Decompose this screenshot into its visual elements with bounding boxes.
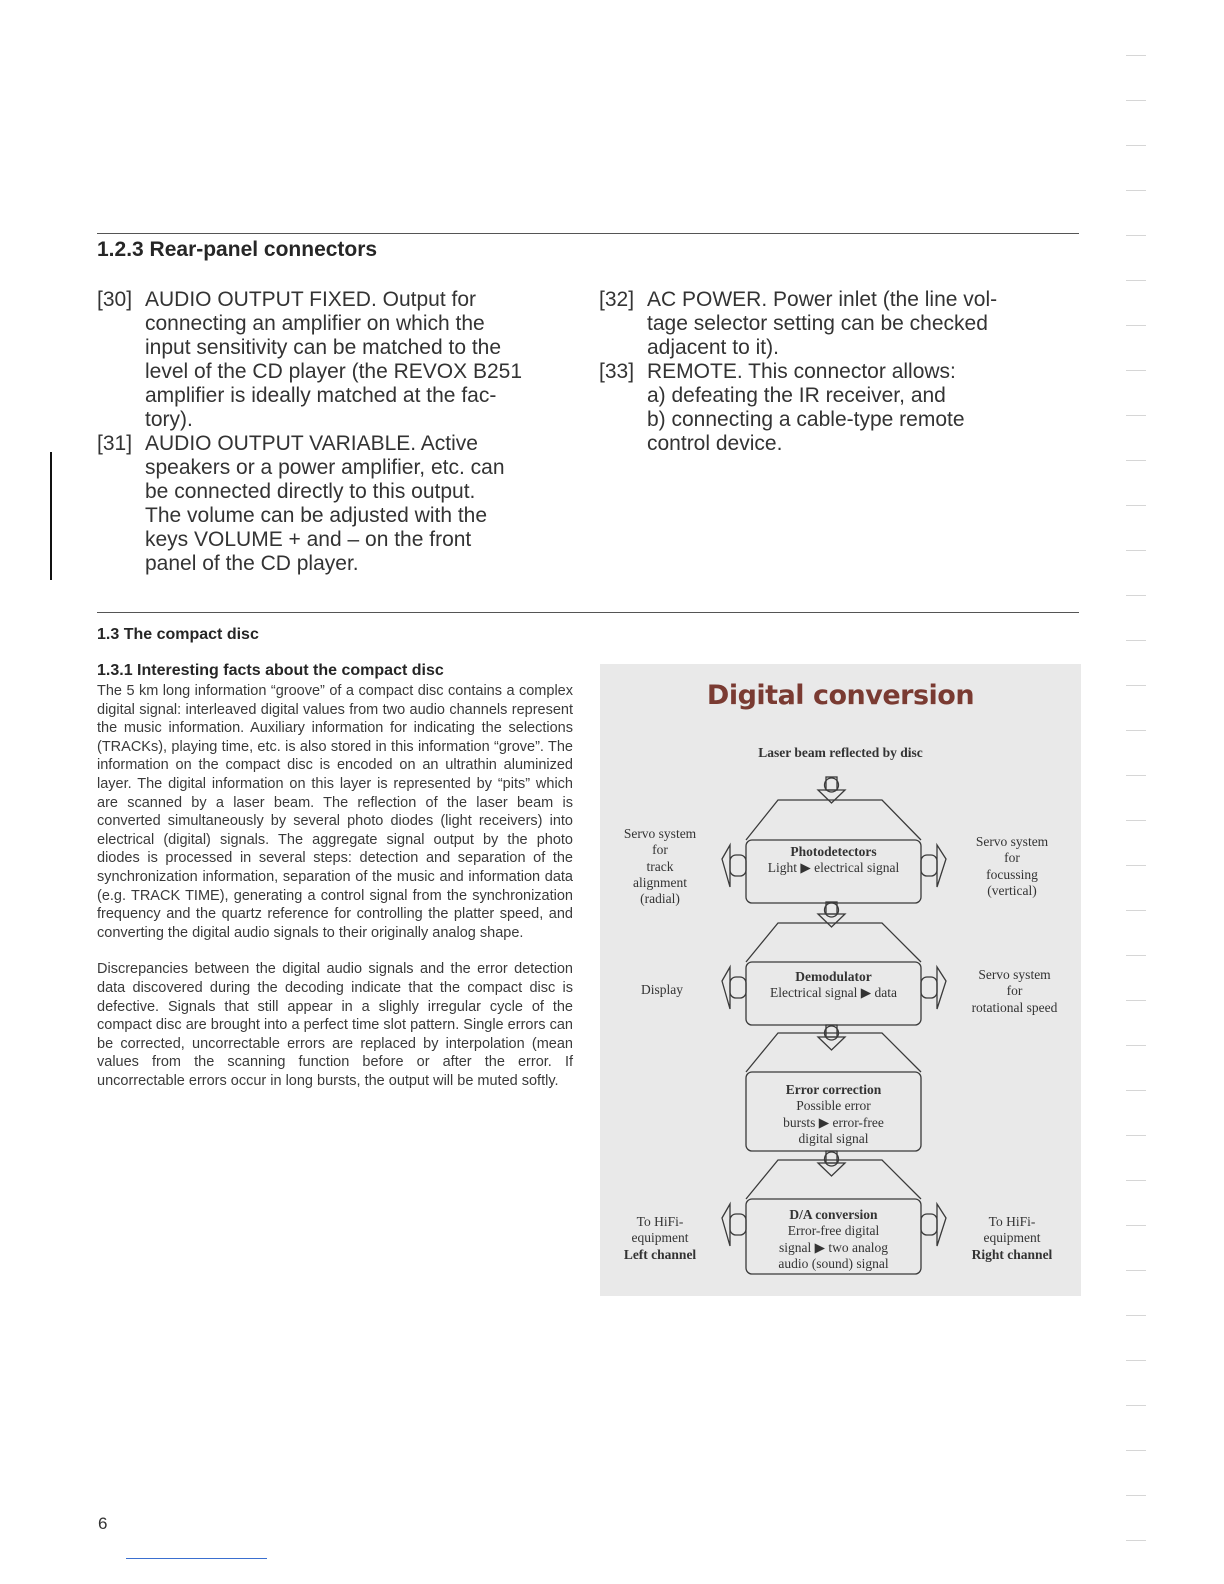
left-arrow (722, 967, 746, 1009)
label-servo-radial (610, 826, 710, 907)
text-line: keys VOLUME + and – on the front (145, 528, 472, 551)
label-servo-rotational (952, 967, 1077, 1016)
connector-description (647, 288, 1069, 360)
text-line: amplifier is ideally matched at the fac- (145, 384, 497, 407)
text-line: AC POWER. Power inlet (the line vol- (647, 288, 998, 311)
text-line: connecting an amplifier on which the (145, 312, 485, 335)
right-arrow (921, 967, 946, 1009)
label-line: Servo system (623, 826, 697, 841)
text-line: control device. (647, 432, 783, 455)
footer-rule (126, 1558, 267, 1559)
block-line: Light ▶ electrical signal (767, 860, 900, 876)
connector-description (145, 432, 567, 576)
right-arrow (921, 1204, 946, 1246)
label-hifi-left (610, 1214, 710, 1263)
block-title: D/A conversion (789, 1207, 878, 1222)
label-line: for (652, 842, 668, 858)
label-line: (radial) (640, 891, 680, 907)
connector-list-right (599, 288, 1069, 456)
margin-bar (50, 452, 52, 580)
text-line: be connected directly to this output. (145, 480, 476, 503)
text-line: level of the CD player (the REVOX B251 (145, 360, 523, 383)
left-arrow (722, 1204, 746, 1246)
section-divider-top (97, 233, 1079, 234)
label-line-bold: Right channel (971, 1246, 1053, 1262)
connector-item-33 (599, 360, 1069, 456)
label-line: equipment (631, 1230, 689, 1246)
down-arrow (818, 1151, 845, 1176)
connector-description (145, 288, 567, 432)
block-line: digital signal (798, 1130, 869, 1146)
connector-description (647, 360, 1069, 456)
digital-conversion-diagram (600, 664, 1081, 1296)
block-line: bursts ▶ error-free (783, 1114, 884, 1130)
connector-item-32 (599, 288, 1069, 360)
block-roof (746, 1033, 921, 1072)
block-line: Possible error (796, 1098, 871, 1114)
block-roof (746, 800, 921, 840)
connector-number: [33] (599, 360, 635, 383)
block-line: Electrical signal ▶ data (770, 985, 897, 1001)
text-line: tage selector setting can be checked (647, 312, 988, 335)
label-line: equipment (983, 1230, 1041, 1246)
text-line: adjacent to it). (647, 336, 779, 359)
down-arrow (818, 1025, 845, 1050)
label-line: Servo system (978, 967, 1051, 982)
label-line: To HiFi- (636, 1214, 684, 1229)
right-arrow (921, 845, 946, 887)
label-line: Servo system (975, 834, 1049, 849)
diagram-title: Digital conversion (706, 680, 975, 711)
label-line: for (1006, 983, 1023, 999)
label-display (620, 982, 704, 998)
section-heading-compact-disc: 1.3 The compact disc (97, 626, 259, 643)
block-da-conversion (748, 1207, 919, 1272)
subsection-heading-facts: 1.3.1 Interesting facts about the compact disc (97, 662, 444, 679)
left-arrow (722, 845, 746, 887)
text-line: AUDIO OUTPUT VARIABLE. Active (145, 432, 478, 455)
label-line: To HiFi- (988, 1214, 1036, 1229)
section-divider-middle (97, 612, 1079, 613)
label-line-bold: Left channel (623, 1246, 697, 1262)
block-title: Error correction (785, 1082, 882, 1097)
paragraph: Discrepancies between the digital audio signals and the error detection data discovered during the decoding indicate that the compact disc is defective. Signals that still appear in a slighly irregular cycle of the compact disc are brought into a perfect time slot pattern. Single errors can be corrected, uncorrectable errors are replaced by interpolation (mean values from the scanning function before or after the error. If uncorrectable errors occur in long bursts, the output will be muted softly. (97, 961, 573, 1089)
text-line: AUDIO OUTPUT FIXED. Output for (145, 288, 477, 311)
paragraph: The 5 km long information “groove” of a compact disc contains a complex digital signal: interleaved digital values from two audio channels represent the music information. Auxiliary information for indicating the selections (TRACKs), playing time, etc. is also stored in this information “grove”. The information on the compact disc is encoded on an ultrathin aluminized layer. The digital information on this layer is represented by “pits” which are scanned by a laser beam. The reflection of the laser beam is converted simultaneously by several photo diodes (light receivers) into electrical (digital) signals. The aggregate signal output by the photo diodes is processed in several steps: detection and separation of the synchronization information, separation of the music and information data (e.g. TRACK TIME), generating a control signal from the synchronization frequency and the quartz reference for controlling the platter speed, and converting the digital audio signals to their originally analog shape. (97, 683, 573, 941)
label-line: focussing (986, 866, 1038, 882)
text-line: b) connecting a cable-type remote (647, 408, 965, 431)
block-error-correction (748, 1082, 919, 1147)
label-servo-vertical (957, 834, 1067, 899)
page-number: 6 (98, 1514, 108, 1533)
label-line: alignment (633, 874, 687, 890)
connector-item-31 (97, 432, 567, 576)
compact-disc-body (97, 682, 573, 1108)
label-line: rotational speed (971, 999, 1058, 1015)
connector-number: [31] (97, 432, 133, 455)
connector-list-left (97, 288, 567, 576)
label-line: Display (641, 982, 683, 997)
block-title: Demodulator (795, 969, 872, 984)
block-line: Error-free digital (787, 1223, 880, 1239)
block-line: audio (sound) signal (778, 1255, 889, 1271)
label-line: for (1004, 850, 1020, 866)
laser-input-label: Laser beam reflected by disc (758, 745, 923, 760)
label-line: (vertical) (987, 882, 1037, 898)
block-title: Photodetectors (790, 844, 877, 859)
text-line: a) defeating the IR receiver, and (647, 384, 946, 407)
block-line: signal ▶ two analog (779, 1239, 888, 1255)
connector-number: [32] (599, 288, 635, 311)
block-photodetectors (748, 844, 919, 877)
connector-number: [30] (97, 288, 133, 311)
text-line: panel of the CD player. (145, 552, 359, 575)
text-line: tory). (145, 408, 193, 431)
connector-item-30 (97, 288, 567, 432)
text-line: The volume can be adjusted with the (145, 504, 488, 527)
label-hifi-right (957, 1214, 1067, 1263)
block-demodulator (748, 969, 919, 1002)
text-line: input sensitivity can be matched to the (145, 336, 502, 359)
label-line: track (646, 858, 674, 874)
text-line: REMOTE. This connector allows: (647, 360, 956, 383)
down-arrow (818, 777, 845, 803)
text-line: speakers or a power amplifier, etc. can (145, 456, 505, 479)
block-roof (746, 923, 921, 962)
section-heading-rear-panel: 1.2.3 Rear-panel connectors (97, 238, 378, 261)
